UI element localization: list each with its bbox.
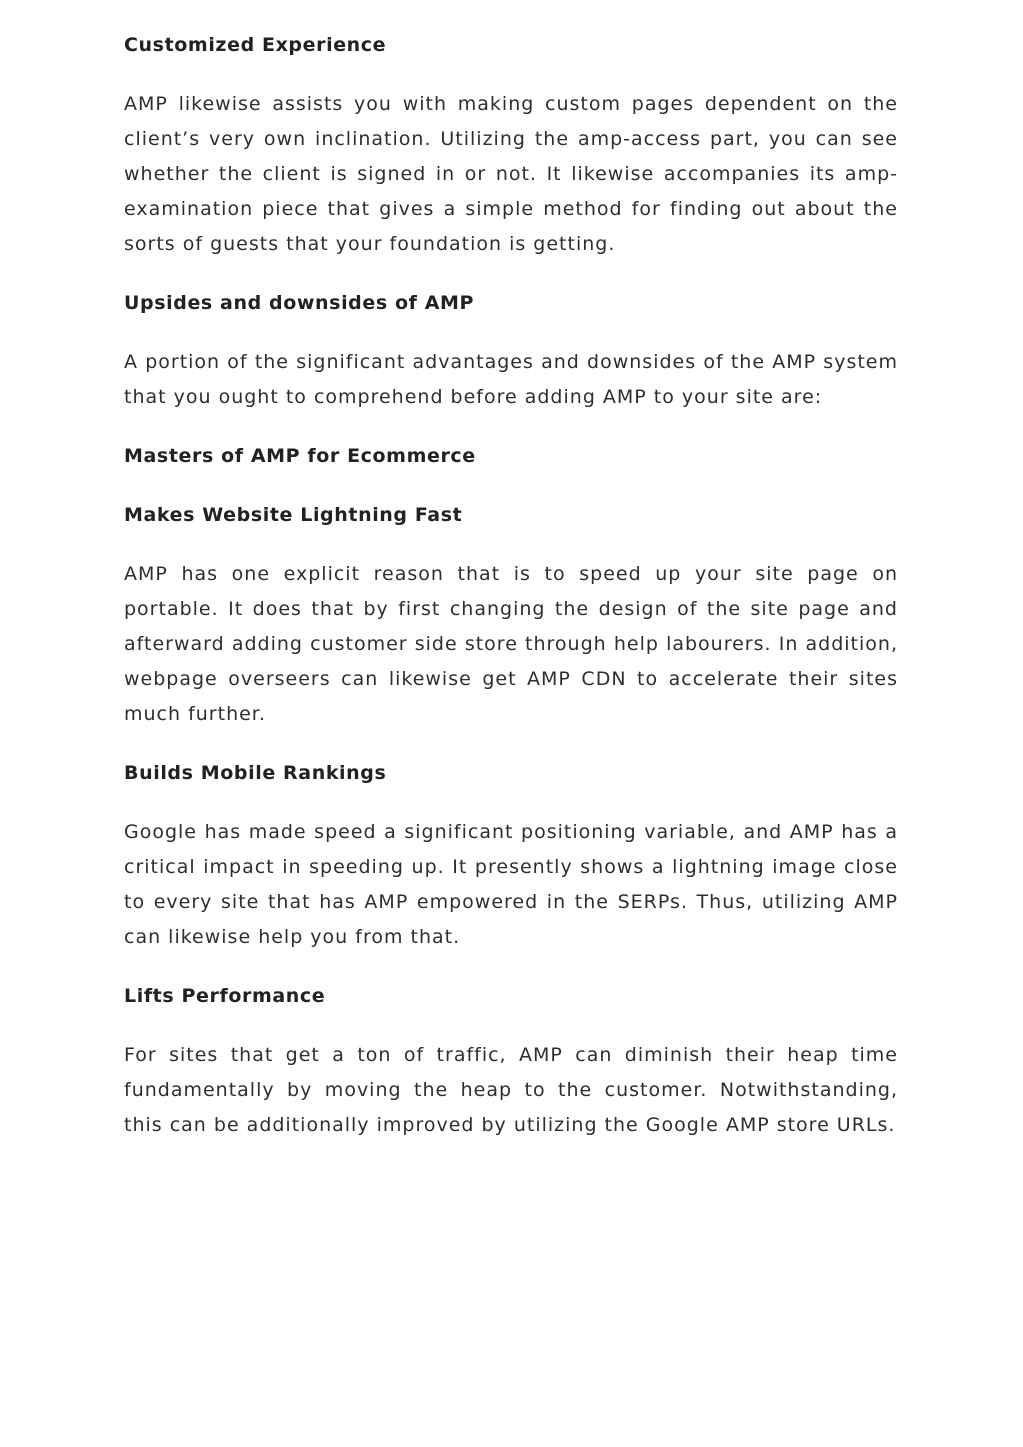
- section-paragraph-customized-experience: AMP likewise assists you with making custom pages dependent on the client’s very own inclination. Utilizing the amp-access part, you can see whether the client is signed in or not. It likewise accompanies its amp-examination piece that gives a simple method for finding out about the sorts of guests that your foundation is getting.: [124, 93, 898, 255]
- section-paragraph-lightning-fast: AMP has one explicit reason that is to speed up your site page on portable. It does that by first changing the design of the site page and afterward adding customer side store through help labourers. In addition, webpage overseers can likewise get AMP CDN to accelerate their sites much further.: [124, 563, 898, 725]
- section-heading-mobile-rankings: Builds Mobile Rankings: [124, 762, 387, 784]
- article-body: [124, 28, 898, 1143]
- section-heading-lifts-performance: Lifts Performance: [124, 985, 326, 1007]
- section-heading-customized-experience: Customized Experience: [124, 34, 387, 56]
- section-heading-upsides-downsides: Upsides and downsides of AMP: [124, 292, 475, 314]
- section-paragraph-upsides-downsides: A portion of the significant advantages and downsides of the AMP system that you ought to comprehend before adding AMP to your site are:: [124, 351, 898, 408]
- section-paragraph-lifts-performance: For sites that get a ton of traffic, AMP can diminish their heap time fundamentally by moving the heap to the customer. Notwithstanding, this can be additionally improved by utilizing the Google AMP store URLs.: [124, 1044, 898, 1136]
- section-paragraph-mobile-rankings: Google has made speed a significant positioning variable, and AMP has a critical impact in speeding up. It presently shows a lightning image close to every site that has AMP empowered in the SERPs. Thus, utilizing AMP can likewise help you from that.: [124, 821, 898, 948]
- section-heading-lightning-fast: Makes Website Lightning Fast: [124, 504, 463, 526]
- section-heading-masters-of-amp: Masters of AMP for Ecommerce: [124, 445, 476, 467]
